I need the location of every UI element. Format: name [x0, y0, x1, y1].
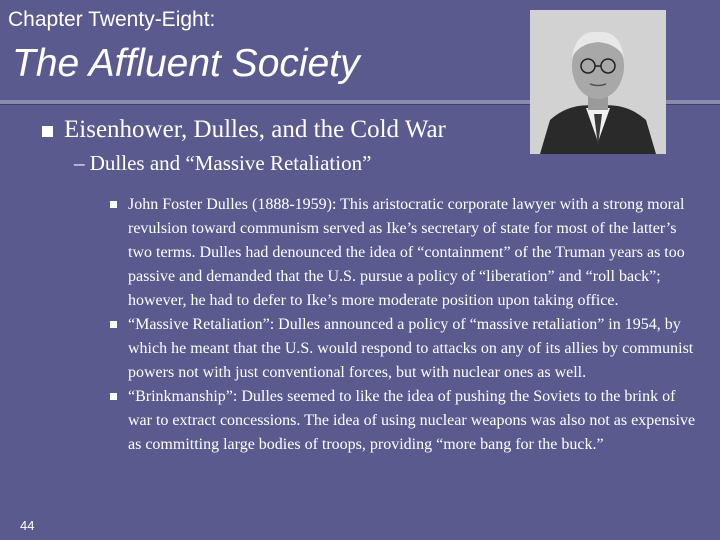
detail-item — [110, 385, 700, 457]
small-bullet-icon — [110, 321, 117, 328]
detail-item-text: “Brinkmanship”: Dulles seemed to like the idea of pushing the Soviets to the brink of war to extract concessions. The idea of using nuclear weapons was also not as expensive as committing large bodies of troops, providing “more bang for the buck.” — [128, 388, 696, 453]
small-bullet-icon — [110, 201, 117, 208]
page-number: 44 — [20, 518, 35, 533]
slide-title: The Affluent Society — [12, 42, 360, 85]
main-bullet-text: Eisenhower, Dulles, and the Cold War — [64, 116, 446, 143]
small-bullet-icon — [110, 393, 117, 400]
detail-item-text: John Foster Dulles (1888-1959): This aristocratic corporate lawyer with a strong moral revulsion toward communism served as Ike’s secretary of state for most of the latter’s two terms. Dulles had denounced the idea of “containment” of the Truman years as too passive and demanded that the U.S. pursue a policy of “liberation” and “roll back”; however, he had to defer to Ike’s more moderate position upon taking office. — [128, 196, 685, 309]
detail-list — [110, 193, 700, 457]
detail-item-text: “Massive Retaliation”: Dulles announced a policy of “massive retaliation” in 1954, by which he meant that the U.S. would respond to attacks on any of its allies by communist powers not with just conventional forces, but with nuclear ones as well. — [128, 316, 694, 381]
detail-item — [110, 193, 700, 313]
portrait-photo — [530, 10, 666, 154]
bullet-square-icon — [42, 126, 53, 137]
chapter-label: Chapter Twenty-Eight: — [8, 8, 216, 31]
portrait-image — [530, 10, 666, 154]
detail-item — [110, 313, 700, 385]
sub-bullet: – Dulles and “Massive Retaliation” — [74, 151, 372, 175]
